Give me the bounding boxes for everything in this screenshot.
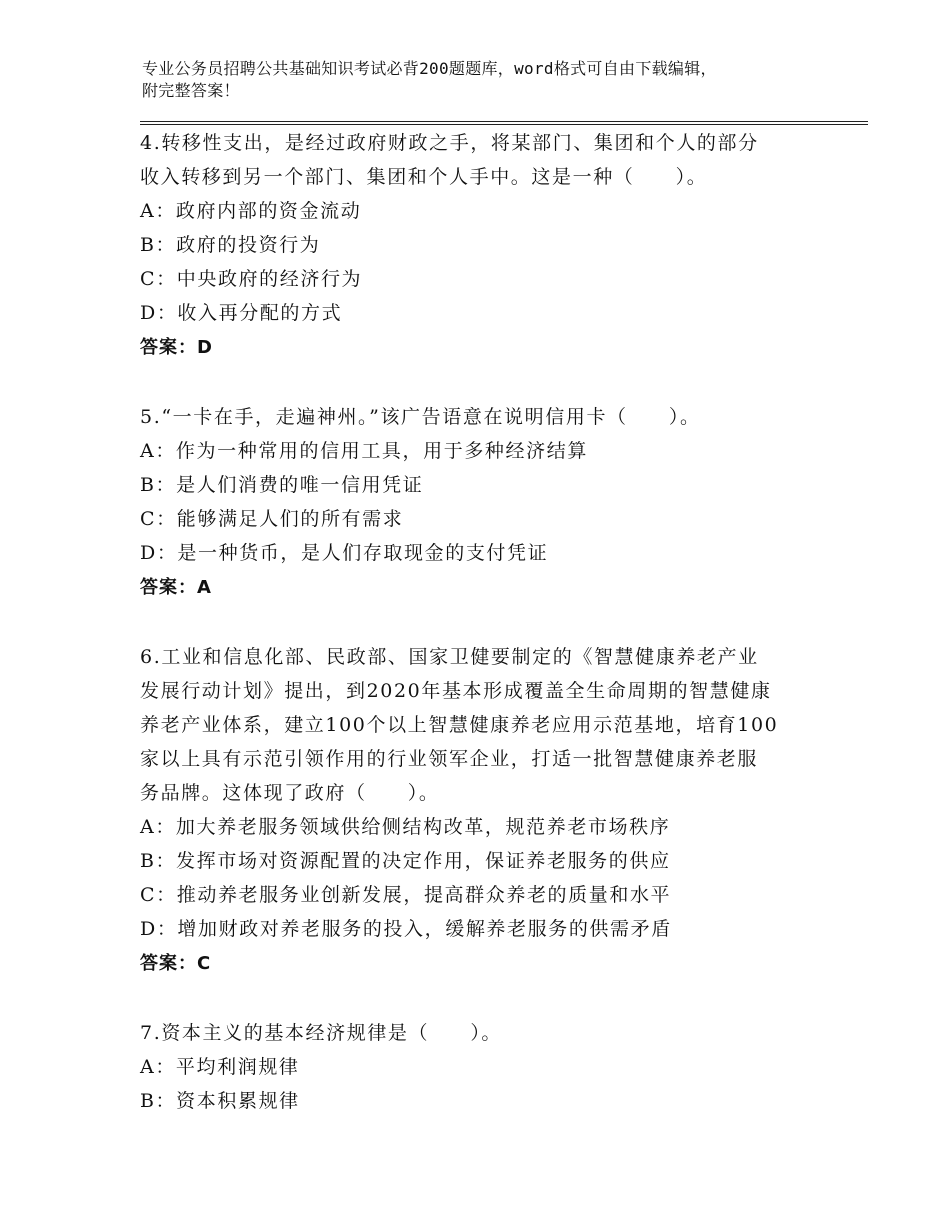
question-list — [140, 126, 820, 1118]
question-line: 务品牌。这体现了政府（ ）。 — [140, 782, 440, 804]
spacer — [140, 366, 820, 400]
header-line-2: 附完整答案！ — [142, 81, 240, 100]
question-line: 收入转移到另一个部门、集团和个人手中。这是一种（ ）。 — [140, 166, 708, 188]
option-c: C：能够满足人们的所有需求 — [140, 508, 404, 530]
option-d: D：是一种货币，是人们存取现金的支付凭证 — [140, 542, 549, 564]
option-a: A：政府内部的资金流动 — [140, 200, 362, 222]
header-line-1: 专业公务员招聘公共基础知识考试必背200题题库，word格式可自由下载编辑， — [142, 59, 717, 78]
option-b: B：是人们消费的唯一信用凭证 — [140, 474, 424, 496]
answer-label: 答案：A — [140, 577, 212, 598]
question-line: 养老产业体系，建立100个以上智慧健康养老应用示范基地，培育100 — [140, 714, 779, 736]
option-d: D：增加财政对养老服务的投入，缓解养老服务的供需矛盾 — [140, 918, 672, 940]
option-c: C：中央政府的经济行为 — [140, 268, 363, 290]
question-text — [140, 1016, 820, 1050]
question-6 — [140, 640, 820, 982]
option-b: B：政府的投资行为 — [140, 234, 321, 256]
option-b: B：发挥市场对资源配置的决定作用，保证养老服务的供应 — [140, 850, 671, 872]
question-text — [140, 640, 820, 810]
option-d: D：收入再分配的方式 — [140, 302, 343, 324]
question-4 — [140, 126, 820, 366]
option-a: A：加大养老服务领域供给侧结构改革，规范养老市场秩序 — [140, 816, 671, 838]
question-line: 4.转移性支出，是经过政府财政之手，将某部门、集团和个人的部分 — [140, 132, 759, 154]
question-5 — [140, 400, 820, 606]
option-a: A：平均利润规律 — [140, 1056, 300, 1078]
answer-label: 答案：D — [140, 337, 213, 358]
header-rule-thick — [140, 121, 868, 122]
header-rule-thin — [140, 124, 868, 125]
document-header — [142, 58, 822, 102]
question-text — [140, 126, 820, 194]
question-line: 家以上具有示范引领作用的行业领军企业，打适一批智慧健康养老服 — [140, 748, 759, 770]
question-line: 6.工业和信息化部、民政部、国家卫健要制定的《智慧健康养老产业 — [140, 646, 759, 668]
option-a: A：作为一种常用的信用工具，用于多种经济结算 — [140, 440, 588, 462]
question-line: 5.“一卡在手，走遍神州。”该广告语意在说明信用卡（ ）。 — [140, 406, 701, 428]
question-7 — [140, 1016, 820, 1118]
question-line: 7.资本主义的基本经济规律是（ ）。 — [140, 1022, 503, 1044]
question-text — [140, 400, 820, 434]
question-line: 发展行动计划》提出，到2020年基本形成覆盖全生命周期的智慧健康 — [140, 680, 772, 702]
spacer — [140, 606, 820, 640]
option-c: C：推动养老服务业创新发展，提高群众养老的质量和水平 — [140, 884, 672, 906]
spacer — [140, 982, 820, 1016]
answer-label: 答案：C — [140, 953, 212, 974]
option-b: B：资本积累规律 — [140, 1090, 300, 1112]
